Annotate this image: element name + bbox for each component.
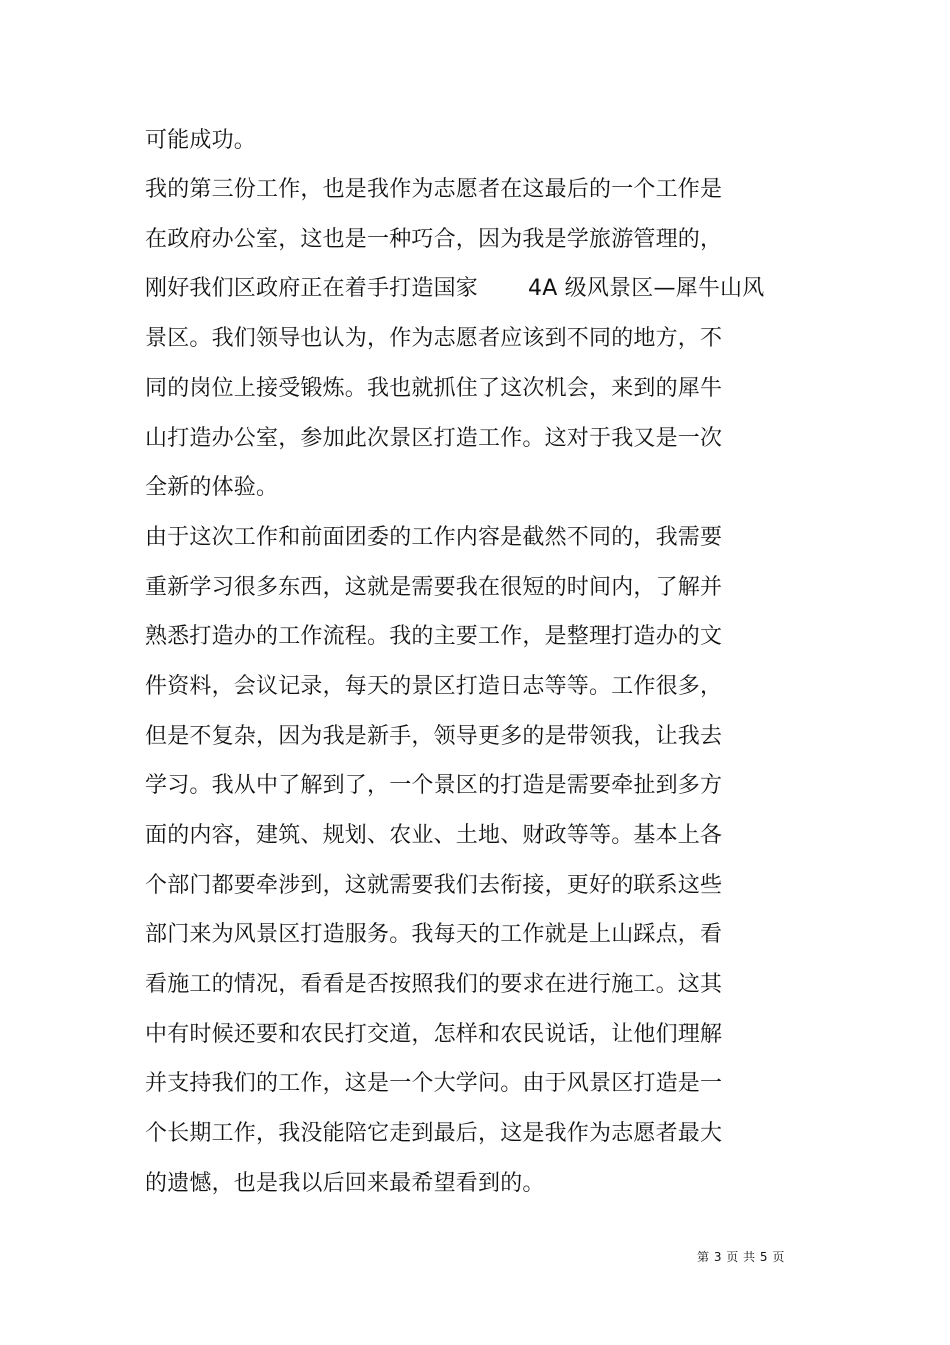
paragraph-line: 由于这次工作和前面团委的工作内容是截然不同的，我需要 bbox=[145, 525, 723, 550]
paragraph-line: 可能成功。 bbox=[145, 128, 257, 153]
paragraph-line: 学习。我从中了解到了，一个景区的打造是需要牵扯到多方 bbox=[145, 773, 723, 798]
paragraph-line: 个长期工作，我没能陪它走到最后，这是我作为志愿者最大 bbox=[145, 1121, 723, 1146]
paragraph-line: 在政府办公室，这也是一种巧合，因为我是学旅游管理的， bbox=[145, 227, 723, 252]
paragraph-line: 熟悉打造办的工作流程。我的主要工作，是整理打造办的文 bbox=[145, 624, 723, 649]
paragraph-line: 看施工的情况，看看是否按照我们的要求在进行施工。这其 bbox=[145, 972, 723, 997]
paragraph-line: 并支持我们的工作，这是一个大学问。由于风景区打造是一 bbox=[145, 1071, 723, 1096]
paragraph-line bbox=[145, 274, 764, 304]
paragraph-line: 同的岗位上接受锻炼。我也就抓住了这次机会，来到的犀牛 bbox=[145, 376, 723, 401]
paragraph-line: 中有时候还要和农民打交道，怎样和农民说话，让他们理解 bbox=[145, 1022, 723, 1047]
paragraph-line: 景区。我们领导也认为，作为志愿者应该到不同的地方，不 bbox=[145, 326, 723, 351]
paragraph-line: 个部门都要牵涉到，这就需要我们去衔接，更好的联系这些 bbox=[145, 873, 723, 898]
page-number-footer: 第 3 页 共 5 页 bbox=[697, 1250, 785, 1264]
paragraph-line: 我的第三份工作，也是我作为志愿者在这最后的一个工作是 bbox=[145, 177, 723, 202]
paragraph-line: 部门来为风景区打造服务。我每天的工作就是上山踩点，看 bbox=[145, 922, 723, 947]
paragraph-line-segment: 刚好我们区政府正在着手打造国家 bbox=[145, 276, 479, 301]
paragraph-line: 的遗憾，也是我以后回来最希望看到的。 bbox=[145, 1171, 545, 1196]
paragraph-line: 山打造办公室，参加此次景区打造工作。这对于我又是一次 bbox=[145, 426, 723, 451]
paragraph-line-segment: 4A 级风景区—犀牛山风 bbox=[528, 276, 765, 301]
paragraph-line: 全新的体验。 bbox=[145, 475, 279, 500]
paragraph-line: 但是不复杂，因为我是新手，领导更多的是带领我，让我去 bbox=[145, 724, 723, 749]
paragraph-line: 重新学习很多东西，这就是需要我在很短的时间内，了解并 bbox=[145, 575, 723, 600]
paragraph-line: 面的内容，建筑、规划、农业、土地、财政等等。基本上各 bbox=[145, 823, 723, 848]
paragraph-line: 件资料，会议记录，每天的景区打造日志等等。工作很多， bbox=[145, 674, 723, 699]
